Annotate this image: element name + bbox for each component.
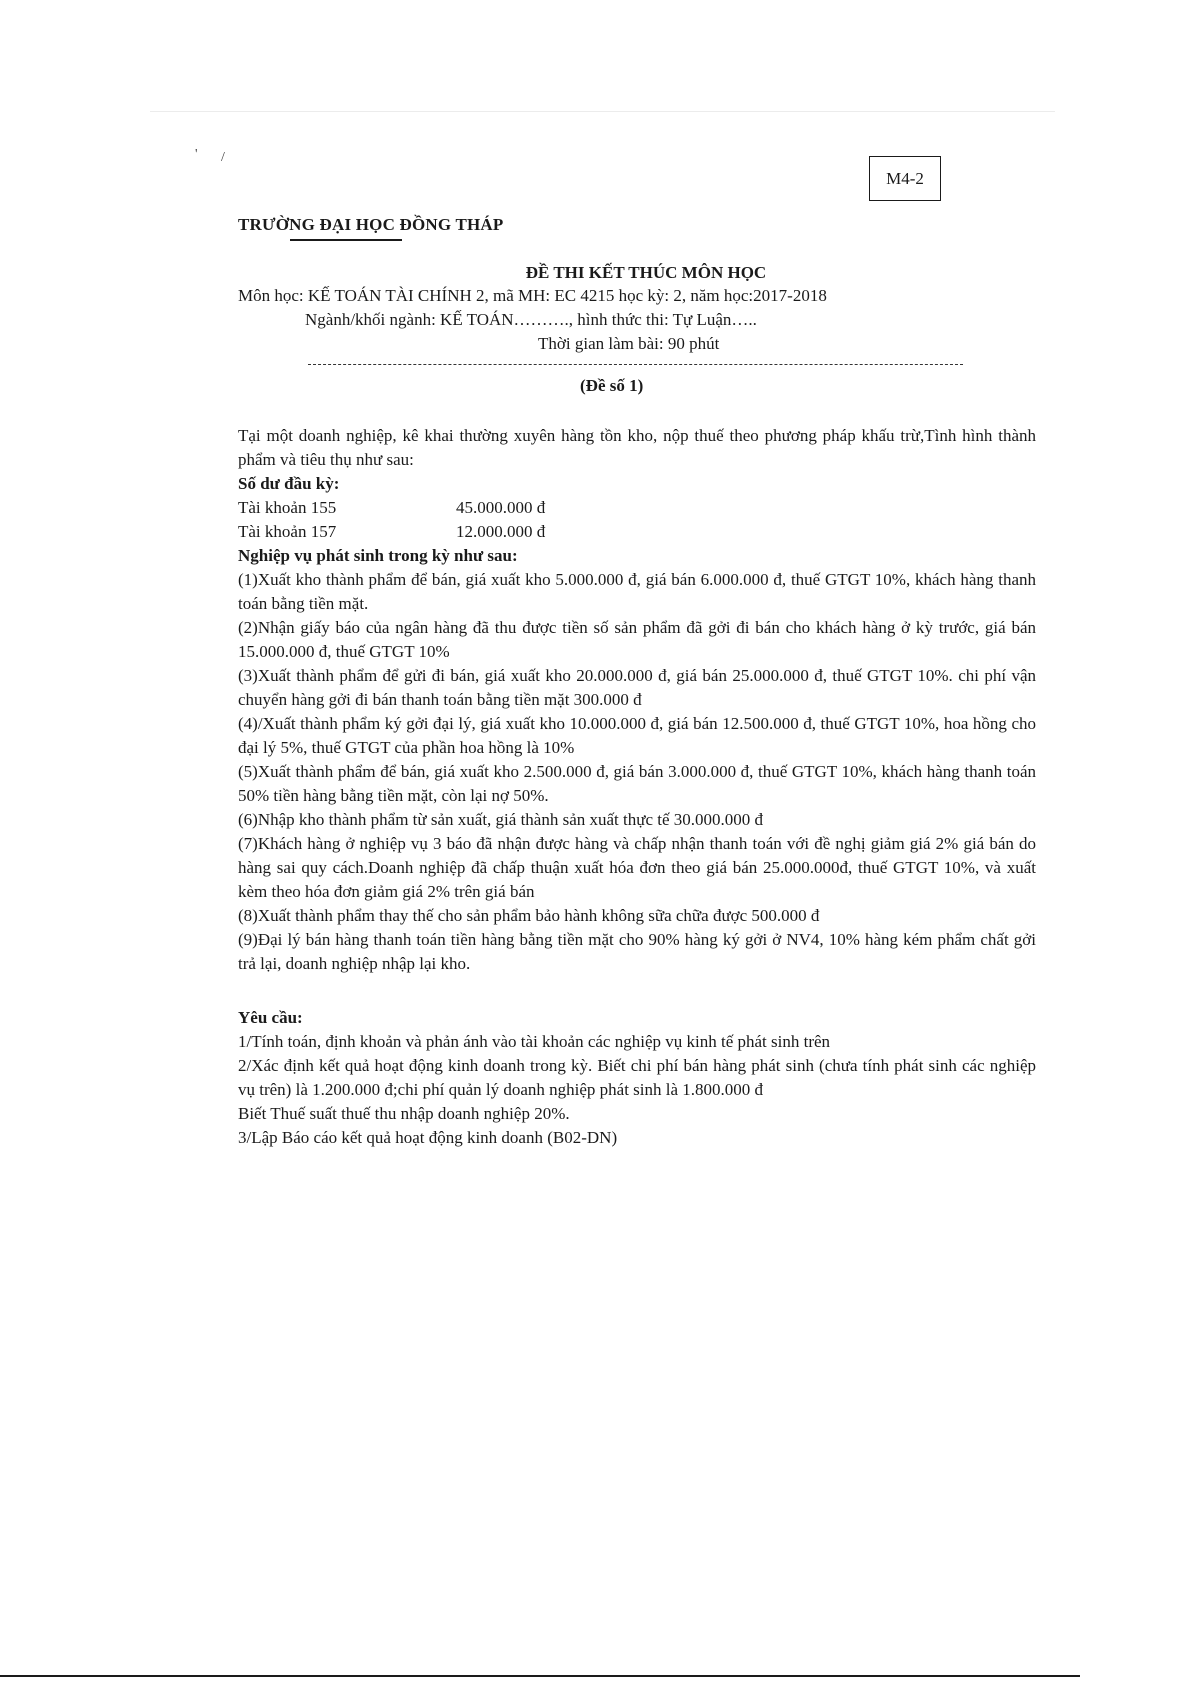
transaction-item: (2)Nhận giấy báo của ngân hàng đã thu được tiền số sản phẩm đã gởi đi bán cho khách hàng ở kỳ trước, giá bán 15.000.000 đ, thuế GTGT 10%	[238, 618, 1036, 661]
major-line: Ngành/khối ngành: KẾ TOÁN………., hình thức thi: Tự Luận…..	[305, 310, 757, 329]
account-amount: 12.000.000 đ	[456, 522, 546, 541]
school-name: TRƯỜNG ĐẠI HỌC ĐỒNG THÁP	[238, 215, 504, 234]
requirement-item: 2/Xác định kết quả hoạt động kinh doanh trong kỳ. Biết chi phí bán hàng phát sinh (chưa tính phát sinh các nghiệp vụ trên) là 1.200.000 đ;chi phí quản lý doanh nghiệp phát sinh là 1.800.000 đ	[238, 1056, 1036, 1099]
opening-balance-heading: Số dư đầu kỳ:	[238, 474, 340, 493]
opening-balance-section	[238, 472, 1036, 568]
transaction-item: (3)Xuất thành phẩm để gửi đi bán, giá xuất kho 20.000.000 đ, giá bán 25.000.000 đ, thuế GTGT 10%. chi phí vận chuyển hàng gởi đi bán thanh toán bằng tiền mặt 300.000 đ	[238, 666, 1036, 709]
requirement-item: 1/Tính toán, định khoản và phản ánh vào tài khoản các nghiệp vụ kinh tế phát sinh trên	[238, 1032, 831, 1051]
account-row	[238, 496, 1036, 520]
account-name: Tài khoản 155	[238, 498, 337, 517]
account-row	[238, 520, 1036, 544]
exam-code-box: M4-2	[869, 156, 941, 201]
subject-line: Môn học: KẾ TOÁN TÀI CHÍNH 2, mã MH: EC 4215 học kỳ: 2, năm học:2017-2018	[238, 286, 827, 305]
transaction-item: (9)Đại lý bán hàng thanh toán tiền hàng bằng tiền mặt cho 90% hàng ký gởi ở NV4, 10% hàng kém phẩm chất gởi trả lại, doanh nghiệp nhập lại kho.	[238, 930, 1036, 973]
separator	[308, 364, 963, 365]
requirement-item: Biết Thuế suất thuế thu nhập doanh nghiệp 20%.	[238, 1104, 570, 1123]
transaction-item: (7)Khách hàng ở nghiệp vụ 3 báo đã nhận được hàng và chấp nhận thanh toán với đề nghị giảm giá 2% giá bán do hàng sai quy cách.Doanh nghiệp đã chấp thuận xuất hóa đơn theo giá bán 25.000.000đ, thuế GTGT 10%, và xuất kèm theo hóa đơn giảm giá 2% trên giá bán	[238, 834, 1036, 901]
bottom-scan-edge	[0, 1675, 1080, 1677]
transaction-item: (8)Xuất thành phẩm thay thế cho sản phẩm bảo hành không sữa chữa được 500.000 đ	[238, 906, 820, 925]
exam-duration: Thời gian làm bài: 90 phút	[538, 334, 720, 353]
exam-number: (Đề số 1)	[580, 376, 644, 395]
top-scan-edge	[150, 111, 1055, 112]
transaction-item: (5)Xuất thành phẩm để bán, giá xuất kho 2.500.000 đ, giá bán 3.000.000 đ, thuế GTGT 10%, khách hàng thanh toán 50% tiền hàng bằng tiền mặt, còn lại nợ 50%.	[238, 762, 1036, 805]
school-underline	[290, 239, 402, 241]
requirements-section	[238, 1006, 1036, 1150]
account-name: Tài khoản 157	[238, 522, 337, 541]
transactions-list	[238, 568, 1036, 976]
transaction-item: (6)Nhập kho thành phẩm từ sản xuất, giá thành sản xuất thực tế 30.000.000 đ	[238, 810, 764, 829]
intro-paragraph: Tại một doanh nghiệp, kê khai thường xuyên hàng tồn kho, nộp thuế theo phương pháp khấu trừ,Tình hình thành phẩm và tiêu thụ như sau:	[238, 426, 1036, 469]
requirements-heading: Yêu cầu:	[238, 1008, 303, 1027]
transaction-item: (1)Xuất kho thành phẩm để bán, giá xuất kho 5.000.000 đ, giá bán 6.000.000 đ, thuế GTGT 10%, khách hàng thanh toán bằng tiền mặt.	[238, 570, 1036, 613]
requirement-item: 3/Lập Báo cáo kết quả hoạt động kinh doanh (B02-DN)	[238, 1128, 618, 1147]
scan-mark: /	[221, 150, 225, 165]
account-amount: 45.000.000 đ	[456, 498, 546, 517]
exam-title: ĐỀ THI KẾT THÚC MÔN HỌC	[525, 263, 767, 282]
transaction-item: (4)/Xuất thành phẩm ký gởi đại lý, giá xuất kho 10.000.000 đ, giá bán 12.500.000 đ, thuế GTGT 10%, hoa hồng cho đại lý 5%, thuế GTGT của phần hoa hồng là 10%	[238, 714, 1036, 757]
transactions-heading: Nghiệp vụ phát sinh trong kỳ như sau:	[238, 546, 518, 565]
scan-mark: '	[195, 147, 198, 162]
